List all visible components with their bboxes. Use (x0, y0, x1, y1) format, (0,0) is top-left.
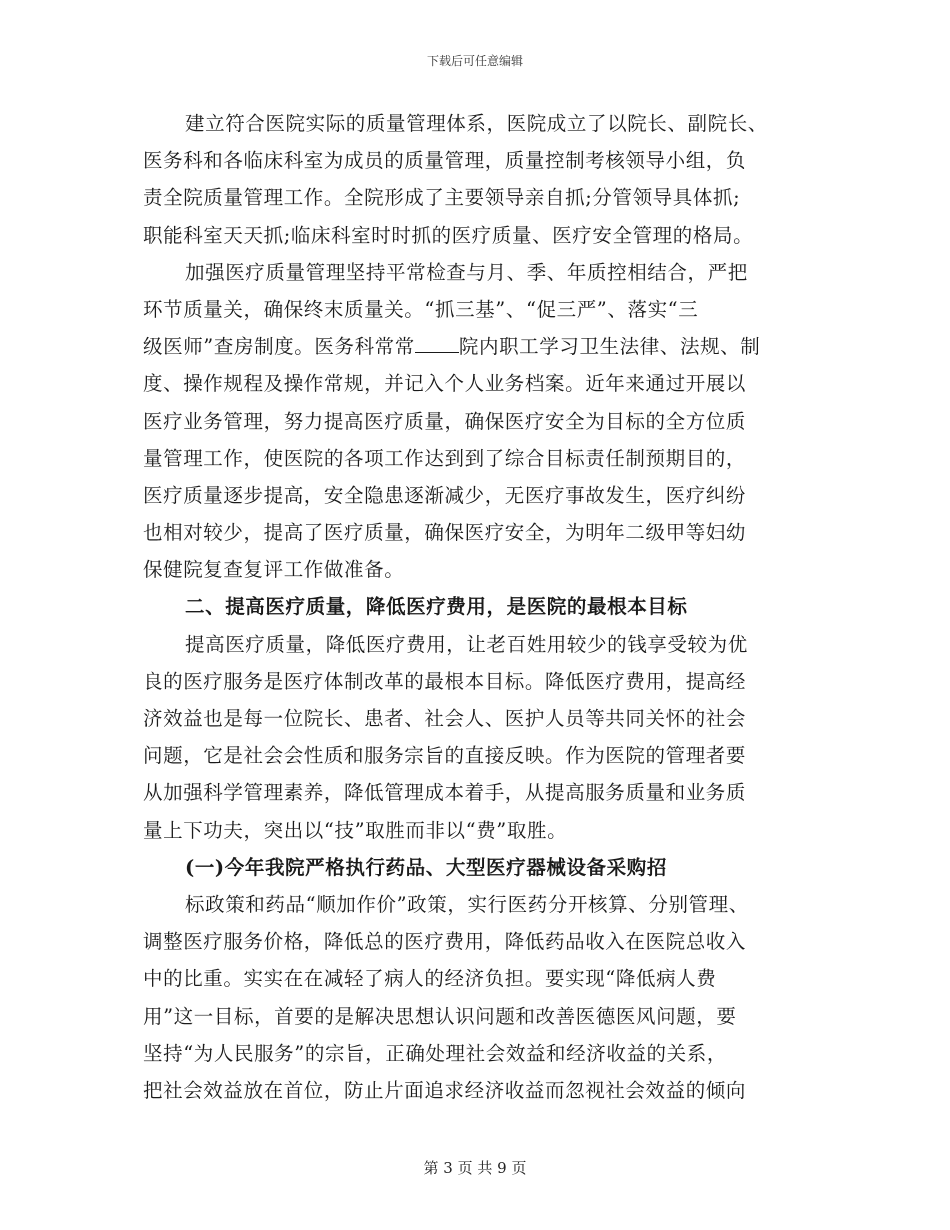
paragraph-line: 也相对较少，提高了医疗质量，确保医疗安全，为明年二级甲等妇幼 (143, 521, 747, 545)
paragraph-line: 量管理工作，使医院的各项工作达到到了综合目标责任制预期目的， (143, 446, 747, 470)
paragraph-line: 责全院质量管理工作。全院形成了主要领导亲自抓;分管领导具体抓; (143, 186, 741, 210)
paragraph-line: 建立符合医院实际的质量管理体系，医院成立了以院长、副院长、 (185, 112, 768, 135)
paragraph-line: 标政策和药品“顺加作价”政策，实行医药分开核算、分别管理、 (185, 892, 749, 916)
paragraph-line: 医疗质量逐步提高，安全隐患逐渐减少，无医疗事故发生，医疗纠纷 (143, 483, 747, 507)
paragraph-line: 环节质量关，确保终末质量关。“抓三基”、“促三严”、落实“三 (143, 297, 699, 321)
paragraph-line: 中的比重。实实在在减轻了病人的经济负担。要实现“降低病人费 (143, 967, 717, 991)
paragraph-line: 坚持“为人民服务”的宗旨，正确处理社会效益和经济收益的关系， (143, 1041, 727, 1065)
text-segment: 级医师”查房制度。医务科常常 (143, 335, 415, 359)
paragraph-line: 良的医疗服务是医疗体制改革的最根本目标。降低医疗费用，提高经 (143, 669, 747, 693)
paragraph-line: 医疗业务管理，努力提高医疗质量，确保医疗安全为目标的全方位质 (143, 409, 747, 433)
paragraph-line: 从加强科学管理素养，降低管理成本着手，从提高服务质量和业务质 (143, 781, 747, 805)
paragraph-line: 调整医疗服务价格，降低总的医疗费用，降低药品收入在医院总收入 (143, 930, 747, 954)
paragraph-line: 用”这一目标，首要的是解决思想认识问题和改善医德医风问题，要 (143, 1004, 737, 1028)
subsection-heading: (一)今年我院严格执行药品、大型医疗器械设备采购招 (185, 855, 667, 879)
paragraph-line: 济效益也是每一位院长、患者、社会人、医护人员等共同关怀的社会 (143, 707, 747, 730)
paragraph-line: 把社会效益放在首位，防止片面追求经济收益而忽视社会效益的倾向 (143, 1078, 747, 1102)
page-footer: 第 3 页 共 9 页 (423, 1159, 527, 1177)
paragraph-line: 职能科室天天抓;临床科室时时抓的医疗质量、医疗安全管理的格局。 (143, 223, 754, 247)
text-segment: 院内职工学习卫生法律、法规、制 (458, 335, 761, 359)
section-heading: 二、提高医疗质量，降低医疗费用，是医院的最根本目标 (185, 595, 688, 619)
paragraph-line: 量上下功夫，突出以“技”取胜而非以“费”取胜。 (143, 818, 568, 842)
paragraph-line: 医务科和各临床科室为成员的质量管理，质量控制考核领导小组，负 (143, 149, 747, 173)
paragraph-line (143, 328, 813, 365)
paragraph-line: 问题，它是社会会性质和服务宗旨的直接反映。作为医院的管理者要 (143, 744, 747, 768)
paragraph-line: 度、操作规程及操作常规，并记入个人业务档案。近年来通过开展以 (143, 372, 747, 396)
paragraph-line: 保健院复查复评工作做准备。 (143, 558, 405, 582)
blank-underline (415, 328, 459, 353)
page-header: 下载后可任意编辑 (426, 54, 523, 68)
document-body (143, 105, 813, 1109)
paragraph-line: 加强医疗质量管理坚持平常检查与月、季、年质控相结合，严把 (185, 260, 748, 284)
paragraph-line: 提高医疗质量，降低医疗费用，让老百姓用较少的钱享受较为优 (185, 632, 748, 656)
